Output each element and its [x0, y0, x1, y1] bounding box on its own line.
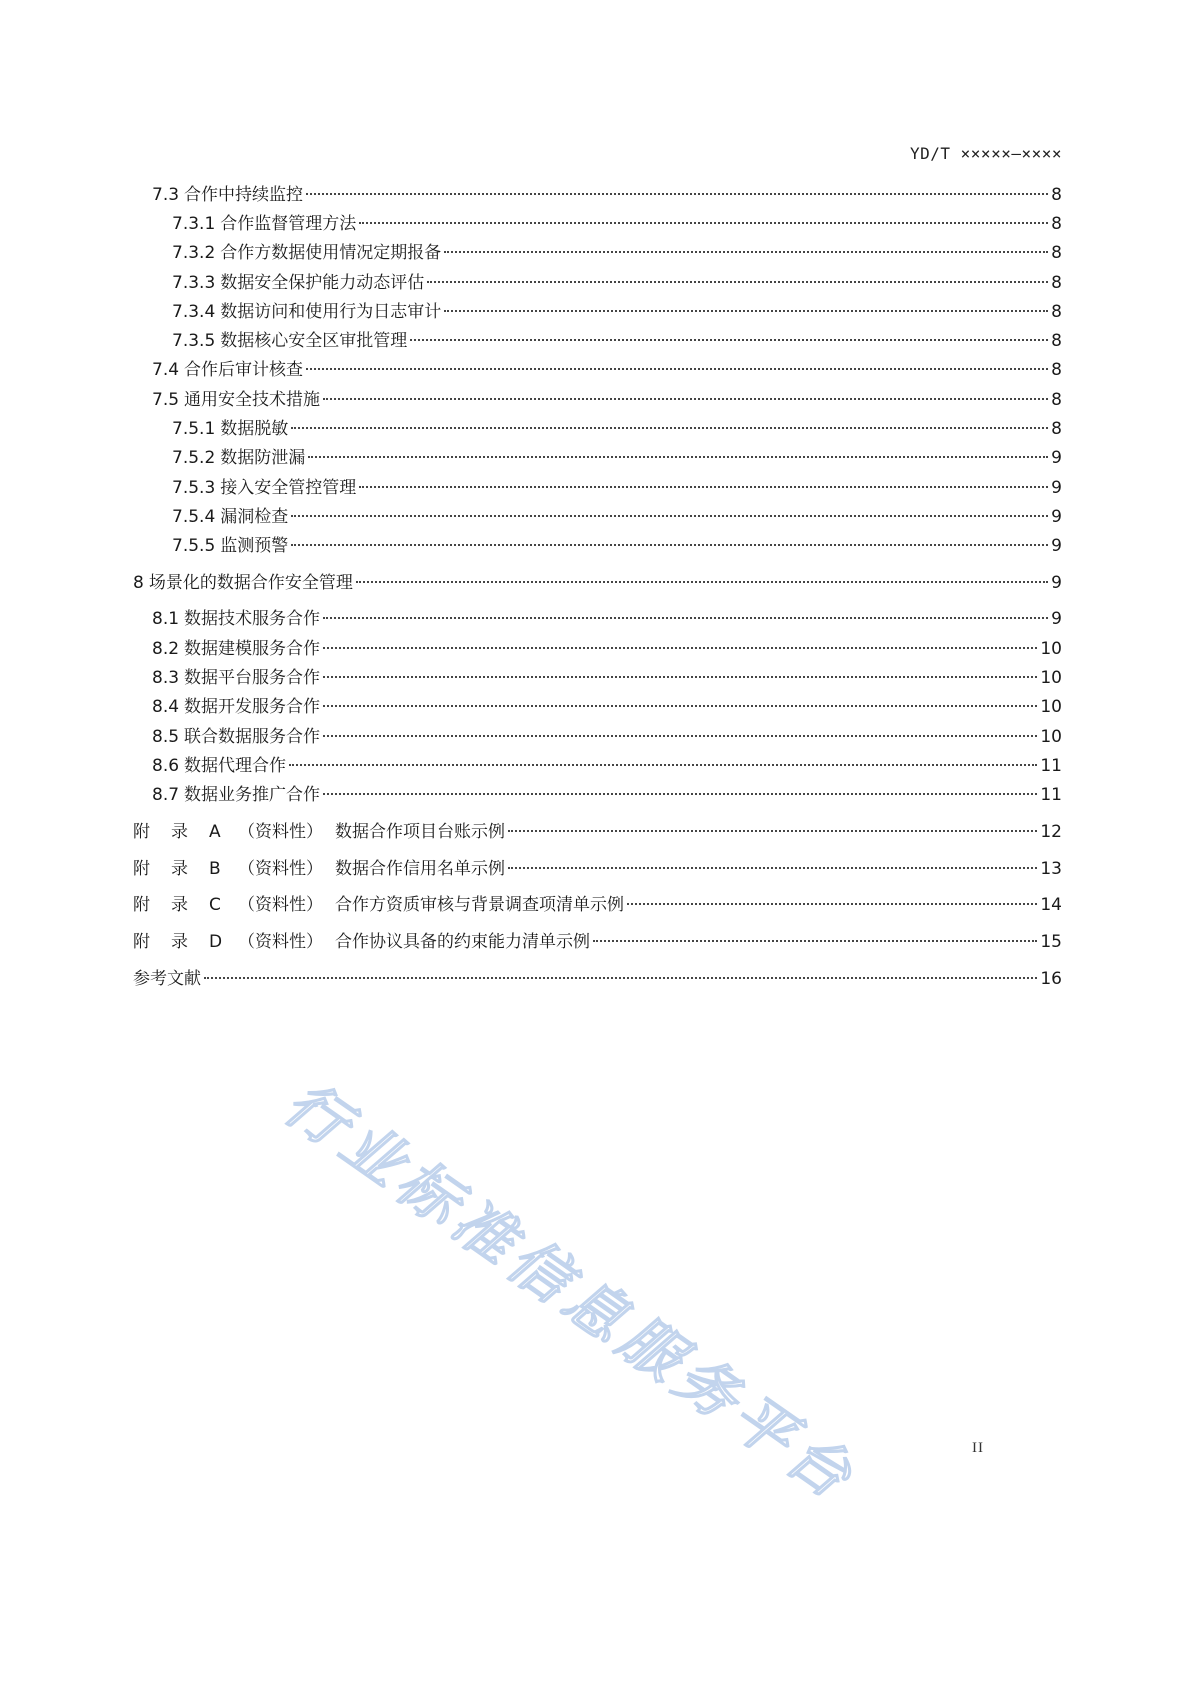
toc-entry-page: 9 — [1051, 507, 1062, 527]
toc-entry-page: 9 — [1051, 478, 1062, 498]
toc-leader-dots — [444, 251, 1048, 253]
toc-entry[interactable] — [152, 389, 1062, 411]
toc-entry[interactable] — [152, 359, 1062, 381]
toc-leader-dots — [323, 793, 1037, 795]
toc-entry-number: 7.5.3 — [172, 478, 216, 498]
toc-entry-page: 8 — [1051, 214, 1062, 234]
watermark-text: 行业标准信息服务平台 — [272, 1068, 870, 1516]
toc-entry-title: 数据建模服务合作 — [184, 639, 321, 659]
toc-entry-number: 8.4 — [152, 697, 180, 717]
toc-entry-number: 7.3.3 — [172, 273, 216, 293]
toc-entry-page: 10 — [1040, 727, 1062, 747]
appendix-label: 附 录 C — [133, 895, 221, 915]
toc-entry[interactable] — [172, 301, 1062, 323]
toc-entry[interactable] — [172, 242, 1062, 264]
toc-leader-dots — [508, 867, 1037, 869]
toc-entry-page: 8 — [1051, 360, 1062, 380]
toc-leader-dots — [410, 339, 1048, 341]
toc-entry[interactable] — [152, 638, 1062, 660]
toc-entry[interactable] — [152, 726, 1062, 748]
toc-leader-dots — [444, 310, 1048, 312]
toc-appendix-entry[interactable] — [133, 894, 1062, 916]
toc-appendix-entry[interactable] — [133, 931, 1062, 953]
appendix-label: 附 录 B — [133, 859, 221, 879]
toc-entry-page: 8 — [1051, 331, 1062, 351]
toc-entry-number: 7.5.1 — [172, 419, 216, 439]
toc-entry-page: 15 — [1040, 932, 1062, 952]
toc-leader-dots — [323, 676, 1037, 678]
toc-entry[interactable] — [152, 784, 1062, 806]
toc-entry-number: 8 — [133, 573, 144, 593]
toc-entry[interactable] — [172, 447, 1062, 469]
appendix-type: （资料性） — [238, 932, 323, 952]
toc-entry-page: 12 — [1040, 822, 1062, 842]
toc-entry-page: 11 — [1040, 785, 1062, 805]
toc-entry-title: 数据代理合作 — [184, 756, 287, 776]
toc-entry-title: 接入安全管控管理 — [220, 478, 357, 498]
toc-entry-number: 7.5.4 — [172, 507, 216, 527]
toc-entry-number: 8.2 — [152, 639, 180, 659]
toc-appendix-entry[interactable] — [133, 821, 1062, 843]
toc-entry-title: 数据平台服务合作 — [184, 668, 321, 688]
toc-entry-page: 9 — [1051, 573, 1062, 593]
toc-leader-dots — [508, 830, 1037, 832]
appendix-type: （资料性） — [238, 822, 323, 842]
toc-entry[interactable] — [172, 272, 1062, 294]
appendix-type: （资料性） — [238, 859, 323, 879]
toc-entry[interactable] — [133, 572, 1062, 594]
toc-entry[interactable] — [172, 213, 1062, 235]
toc-entry-title: 数据脱敏 — [220, 419, 289, 439]
toc-entry[interactable] — [172, 506, 1062, 528]
toc-leader-dots — [359, 486, 1048, 488]
toc-entry-page: 10 — [1040, 668, 1062, 688]
toc-entry-title: 数据访问和使用行为日志审计 — [220, 302, 442, 322]
toc-entry-page: 8 — [1051, 185, 1062, 205]
toc-entry-page: 11 — [1040, 756, 1062, 776]
toc-entry-number: 7.3.1 — [172, 214, 216, 234]
toc-entry-title: 合作中持续监控 — [184, 185, 304, 205]
toc-entry-title: 场景化的数据合作安全管理 — [148, 573, 353, 593]
toc-entry-references[interactable] — [133, 968, 1062, 990]
toc-entry[interactable] — [172, 535, 1062, 557]
toc-entry-title: 数据核心安全区审批管理 — [220, 331, 408, 351]
toc-entry-page: 9 — [1051, 448, 1062, 468]
toc-leader-dots — [356, 581, 1048, 583]
toc-entry[interactable] — [152, 667, 1062, 689]
toc-entry-number: 7.5 — [152, 390, 180, 410]
toc-entry-number: 7.5.2 — [172, 448, 216, 468]
toc-entry-page: 10 — [1040, 639, 1062, 659]
toc-entry-number: 7.3.2 — [172, 243, 216, 263]
toc-entry-page: 8 — [1051, 419, 1062, 439]
toc-entry-number: 8.7 — [152, 785, 180, 805]
toc-entry-title: 合作监督管理方法 — [220, 214, 357, 234]
toc-leader-dots — [306, 193, 1048, 195]
toc-entry-number: 7.3.4 — [172, 302, 216, 322]
toc-leader-dots — [291, 544, 1048, 546]
appendix-label: 附 录 A — [133, 822, 221, 842]
toc-entry-title: 数据开发服务合作 — [184, 697, 321, 717]
toc-leader-dots — [323, 617, 1048, 619]
toc-leader-dots — [204, 977, 1037, 979]
toc-entry-page: 8 — [1051, 302, 1062, 322]
appendix-label: 附 录 D — [133, 932, 223, 952]
toc-leader-dots — [291, 427, 1048, 429]
toc-entry-title: 联合数据服务合作 — [184, 727, 321, 747]
toc-entry-page: 8 — [1051, 273, 1062, 293]
toc-leader-dots — [593, 940, 1037, 942]
toc-leader-dots — [323, 705, 1037, 707]
toc-entry-title: 合作后审计核查 — [184, 360, 304, 380]
toc-leader-dots — [323, 647, 1037, 649]
toc-leader-dots — [323, 735, 1037, 737]
toc-entry[interactable] — [152, 184, 1062, 206]
toc-leader-dots — [359, 222, 1048, 224]
toc-leader-dots — [323, 398, 1048, 400]
toc-leader-dots — [289, 764, 1037, 766]
toc-entry-title: 合作方数据使用情况定期报备 — [220, 243, 442, 263]
toc-entry-page: 10 — [1040, 697, 1062, 717]
toc-entry[interactable] — [172, 477, 1062, 499]
toc-leader-dots — [308, 456, 1048, 458]
toc-leader-dots — [291, 515, 1048, 517]
toc-entry-title: 数据安全保护能力动态评估 — [220, 273, 425, 293]
toc-entry-number: 7.5.5 — [172, 536, 216, 556]
toc-entry-page: 13 — [1040, 859, 1062, 879]
toc-appendix-entry[interactable] — [133, 858, 1062, 880]
toc-leader-dots — [427, 281, 1048, 283]
toc-entry-title: 参考文献 — [133, 969, 201, 989]
toc-entry-number: 8.6 — [152, 756, 180, 776]
toc-entry-title: 数据技术服务合作 — [184, 609, 321, 629]
toc-entry-number: 8.5 — [152, 727, 180, 747]
toc-leader-dots — [306, 368, 1048, 370]
toc-entry[interactable] — [152, 608, 1062, 630]
page-number: II — [972, 1440, 984, 1456]
toc-entry[interactable] — [152, 755, 1062, 777]
toc-entry-page: 9 — [1051, 609, 1062, 629]
toc-entry-title: 合作协议具备的约束能力清单示例 — [335, 932, 590, 952]
toc-entry-title: 数据业务推广合作 — [184, 785, 321, 805]
toc-entry-title: 数据合作信用名单示例 — [335, 859, 505, 879]
toc-entry-title: 合作方资质审核与背景调查项清单示例 — [335, 895, 624, 915]
toc-entry-number: 8.1 — [152, 609, 180, 629]
appendix-type: （资料性） — [238, 895, 323, 915]
toc-entry-title: 数据合作项目台账示例 — [335, 822, 505, 842]
toc-leader-dots — [627, 903, 1037, 905]
toc-entry[interactable] — [152, 696, 1062, 718]
toc-entry-title: 漏洞检查 — [220, 507, 289, 527]
toc-entry-title: 监测预警 — [220, 536, 289, 556]
toc-entry-title: 通用安全技术措施 — [184, 390, 321, 410]
toc-entry-title: 数据防泄漏 — [220, 448, 306, 468]
toc-entry-number: 8.3 — [152, 668, 180, 688]
header-code: YD/T ×××××—×××× — [910, 144, 1062, 163]
toc-entry-number: 7.3 — [152, 185, 180, 205]
toc-entry[interactable] — [172, 418, 1062, 440]
toc-entry-page: 9 — [1051, 536, 1062, 556]
toc-entry-page: 16 — [1040, 969, 1062, 989]
toc-entry[interactable] — [172, 330, 1062, 352]
toc-entry-page: 14 — [1040, 895, 1062, 915]
toc-entry-number: 7.3.5 — [172, 331, 216, 351]
toc-entry-page: 8 — [1051, 243, 1062, 263]
toc-entry-number: 7.4 — [152, 360, 180, 380]
toc-entry-page: 8 — [1051, 390, 1062, 410]
